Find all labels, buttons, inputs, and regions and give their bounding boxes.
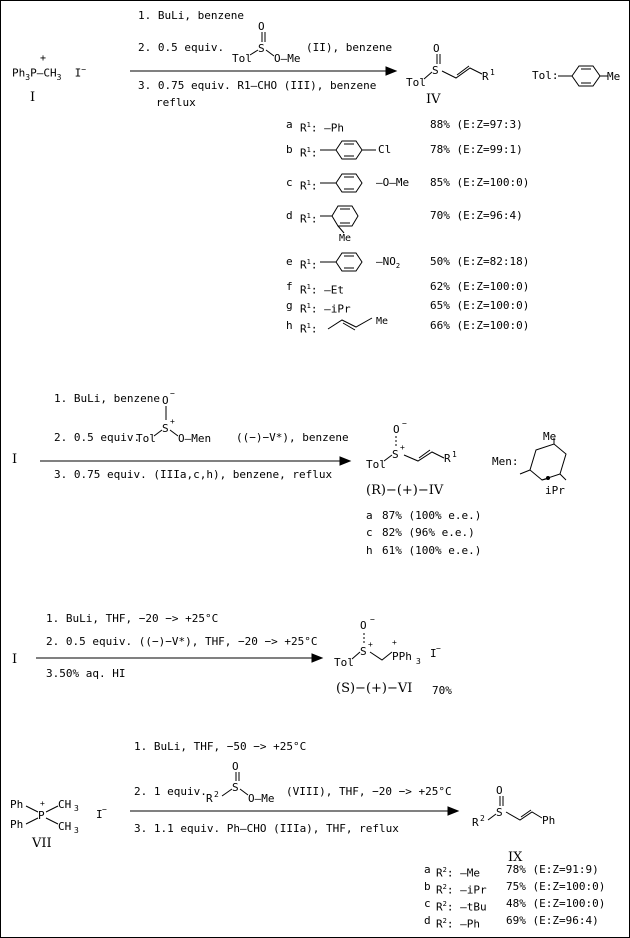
row-letter: h xyxy=(366,544,373,557)
product-id: (S)−(+)−VI xyxy=(336,681,413,696)
svg-text:O: O xyxy=(258,20,265,33)
svg-text:R: R xyxy=(206,792,213,805)
menthyl-ring xyxy=(520,430,566,497)
phenyl-ring xyxy=(320,174,362,192)
svg-text:S: S xyxy=(162,422,169,435)
svg-text:S: S xyxy=(432,64,439,77)
svg-text:2: 2 xyxy=(480,814,485,823)
svg-text:O: O xyxy=(433,42,440,55)
svg-text:3: 3 xyxy=(416,657,421,666)
svg-text:Me: Me xyxy=(607,70,621,83)
step-1: 1. BuLi, THF, −50 −> +25°C xyxy=(134,740,307,753)
styryl-sulfoxide xyxy=(472,784,555,829)
svg-text:2: 2 xyxy=(214,790,219,799)
vinyl-sulfoxide xyxy=(406,42,495,89)
reactant-id: I xyxy=(30,90,36,105)
step-2: 2. 0.5 equiv. xyxy=(138,41,225,54)
chloro: Cl xyxy=(378,143,392,156)
svg-text:Tol: Tol xyxy=(232,52,252,65)
svg-text:+: + xyxy=(170,417,175,426)
step-3b: reflux xyxy=(156,96,196,109)
methyl: Me xyxy=(339,233,352,244)
svg-text:+: + xyxy=(40,799,45,808)
step-3: 3. 0.75 equiv. R1—CHO (III), benzene xyxy=(138,79,377,92)
step-1: 1. BuLi, benzene xyxy=(54,392,160,405)
row-yield: 88% (E:Z=97:3) xyxy=(430,118,523,131)
svg-text:R: R xyxy=(482,70,489,83)
row-letter: c xyxy=(424,897,431,910)
row-letter: c xyxy=(286,176,293,189)
svg-text:S: S xyxy=(258,42,265,55)
phenyl-ring xyxy=(320,206,358,233)
row-r: $R^1$: xyxy=(300,322,318,336)
svg-text:Tol: Tol xyxy=(406,76,426,89)
svg-text:+: + xyxy=(392,638,397,647)
svg-text:R: R xyxy=(472,816,479,829)
svg-text:S: S xyxy=(360,645,367,658)
row-yield: 70% (E:Z=96:4) xyxy=(430,209,523,222)
svg-text:R: R xyxy=(444,452,451,465)
row-letter: d xyxy=(286,209,293,222)
svg-text:Me: Me xyxy=(543,430,557,443)
row-r: $R^2$: —iPr xyxy=(436,883,487,897)
svg-text:O—Men: O—Men xyxy=(178,432,212,445)
alkyl-sulfinate xyxy=(206,760,275,805)
svg-text:+: + xyxy=(400,443,405,452)
svg-text:O—Me: O—Me xyxy=(248,792,275,805)
svg-text:Ph: Ph xyxy=(542,814,556,827)
row-yield: 61% (100% e.e.) xyxy=(382,544,482,557)
step-1: 1. BuLi, THF, −20 −> +25°C xyxy=(46,612,219,625)
row-letter: e xyxy=(286,255,293,268)
row-yield: 85% (E:Z=100:0) xyxy=(430,176,530,189)
product-id: (R)−(+)−IV xyxy=(366,483,444,498)
row-yield: 69% (E:Z=96:4) xyxy=(506,914,599,927)
chiral-vinyl-sulfoxide xyxy=(366,419,457,471)
step-2: 2. 0.5 equiv. ((−)−V*), THF, −20 −> +25°C xyxy=(46,635,318,648)
svg-text:1: 1 xyxy=(490,68,495,77)
row-yield: 78% (E:Z=91:9) xyxy=(506,863,599,876)
svg-text:Tol: Tol xyxy=(334,656,354,669)
product-yield: 70% xyxy=(432,684,452,697)
men-definition: Men: xyxy=(492,455,519,468)
row-r: $R^1$: xyxy=(300,212,318,226)
propenyl-group xyxy=(328,318,372,330)
svg-text:CH: CH xyxy=(58,820,72,833)
reactant-id: I xyxy=(12,452,18,467)
svg-text:O—Me: O—Me xyxy=(274,52,301,65)
reaction-arrow xyxy=(130,67,396,75)
svg-text:3: 3 xyxy=(74,826,79,835)
row-letter: a xyxy=(286,118,293,131)
svg-text:Tol: Tol xyxy=(366,458,386,471)
reaction-arrow xyxy=(36,654,322,662)
row-yield: 82% (96% e.e.) xyxy=(382,526,475,539)
reaction-arrow xyxy=(130,807,458,815)
svg-text:I: I xyxy=(96,808,103,821)
step-2: 2. 0.5 equiv. xyxy=(54,431,141,444)
row-letter: a xyxy=(366,509,373,522)
reaction-arrow xyxy=(40,457,350,465)
row-yield: 48% (E:Z=100:0) xyxy=(506,897,606,910)
row-r: $R^1$: xyxy=(300,146,318,160)
row-letter: f xyxy=(286,280,293,293)
row-yield: 62% (E:Z=100:0) xyxy=(430,280,530,293)
svg-text:O: O xyxy=(393,423,400,436)
svg-text:O: O xyxy=(360,619,367,632)
reactant-phosphonium: $Ph_3P—CH_3$ I− xyxy=(12,65,87,82)
row-letter: h xyxy=(286,319,293,332)
product-id: IV xyxy=(426,92,441,107)
step-3: 3. 0.75 equiv. (IIIa,c,h), benzene, reflux xyxy=(54,468,333,481)
tolyl-group xyxy=(558,66,620,86)
svg-text:S: S xyxy=(232,781,239,794)
svg-text:S: S xyxy=(496,806,503,819)
row-letter: a xyxy=(424,863,431,876)
svg-text:−: − xyxy=(402,419,407,428)
svg-text:PPh: PPh xyxy=(392,650,412,663)
row-letter: g xyxy=(286,299,293,312)
row-yield: 50% (E:Z=82:18) xyxy=(430,255,530,268)
product-id: IX xyxy=(508,850,523,865)
row-r: $R^1$: xyxy=(300,179,318,193)
svg-text:CH: CH xyxy=(58,798,72,811)
reactant-id: I xyxy=(12,652,18,667)
svg-text:1: 1 xyxy=(452,450,457,459)
row-yield: 75% (E:Z=100:0) xyxy=(506,880,606,893)
step-3: 3. 1.1 equiv. Ph—CHO (IIIa), THF, reflux xyxy=(134,822,399,835)
row-letter: b xyxy=(424,880,431,893)
row-r: $R^1$: —iPr xyxy=(300,302,351,316)
svg-text:−: − xyxy=(170,389,175,398)
svg-text:O: O xyxy=(496,784,503,797)
row-r: $R^2$: —Me xyxy=(436,866,480,880)
tol-definition: Tol: xyxy=(532,69,559,82)
menthyl-sulfinate xyxy=(136,389,211,445)
row-r: $R^1$: xyxy=(300,258,318,272)
row-yield: 87% (100% e.e.) xyxy=(382,509,482,522)
row-letter: c xyxy=(366,526,373,539)
step-3: 3.50% aq. HI xyxy=(46,667,126,680)
svg-text:O: O xyxy=(232,760,239,773)
svg-text:−: − xyxy=(436,644,441,653)
svg-text:3: 3 xyxy=(74,804,79,813)
svg-text:−: − xyxy=(370,615,375,624)
step-2-reagent: (II), benzene xyxy=(306,41,393,54)
svg-text:+: + xyxy=(368,640,373,649)
plus-charge: + xyxy=(40,53,47,64)
sulfinyl-phosphonium xyxy=(334,615,441,669)
methoxy: —O—Me xyxy=(376,176,410,189)
svg-text:Ph: Ph xyxy=(10,798,24,811)
row-yield: 66% (E:Z=100:0) xyxy=(430,319,530,332)
svg-text:iPr: iPr xyxy=(545,484,565,497)
svg-text:Tol: Tol xyxy=(136,432,156,445)
reactant-id: VII xyxy=(32,836,52,851)
svg-text:P: P xyxy=(38,809,45,822)
svg-text:S: S xyxy=(392,448,399,461)
phosphonium-salt xyxy=(10,798,107,835)
row-letter: d xyxy=(424,914,431,927)
row-letter: b xyxy=(286,143,293,156)
phenyl-ring xyxy=(320,253,362,271)
step-1: 1. BuLi, benzene xyxy=(138,9,244,22)
methyl: Me xyxy=(376,316,389,327)
svg-text:O: O xyxy=(162,394,169,407)
step-2-reagent: ((−)−V*), benzene xyxy=(236,431,349,444)
row-yield: 78% (E:Z=99:1) xyxy=(430,143,523,156)
svg-text:I: I xyxy=(430,647,437,660)
sulfinate-reagent xyxy=(232,20,301,65)
row-yield: 65% (E:Z=100:0) xyxy=(430,299,530,312)
row-r: $R^2$: —tBu xyxy=(436,900,487,914)
row-r: $R^2$: —Ph xyxy=(436,917,480,931)
row-r: $R^1$: —Et xyxy=(300,283,344,297)
step-2-reagent: (VIII), THF, −20 −> +25°C xyxy=(286,785,452,798)
row-r: $R^1$: —Ph xyxy=(300,121,344,135)
svg-text:−: − xyxy=(102,805,107,814)
svg-text:Ph: Ph xyxy=(10,818,24,831)
nitro: $—NO_2$ xyxy=(376,255,401,271)
phenyl-ring xyxy=(320,141,376,159)
step-2: 2. 1 equiv. xyxy=(134,785,207,798)
